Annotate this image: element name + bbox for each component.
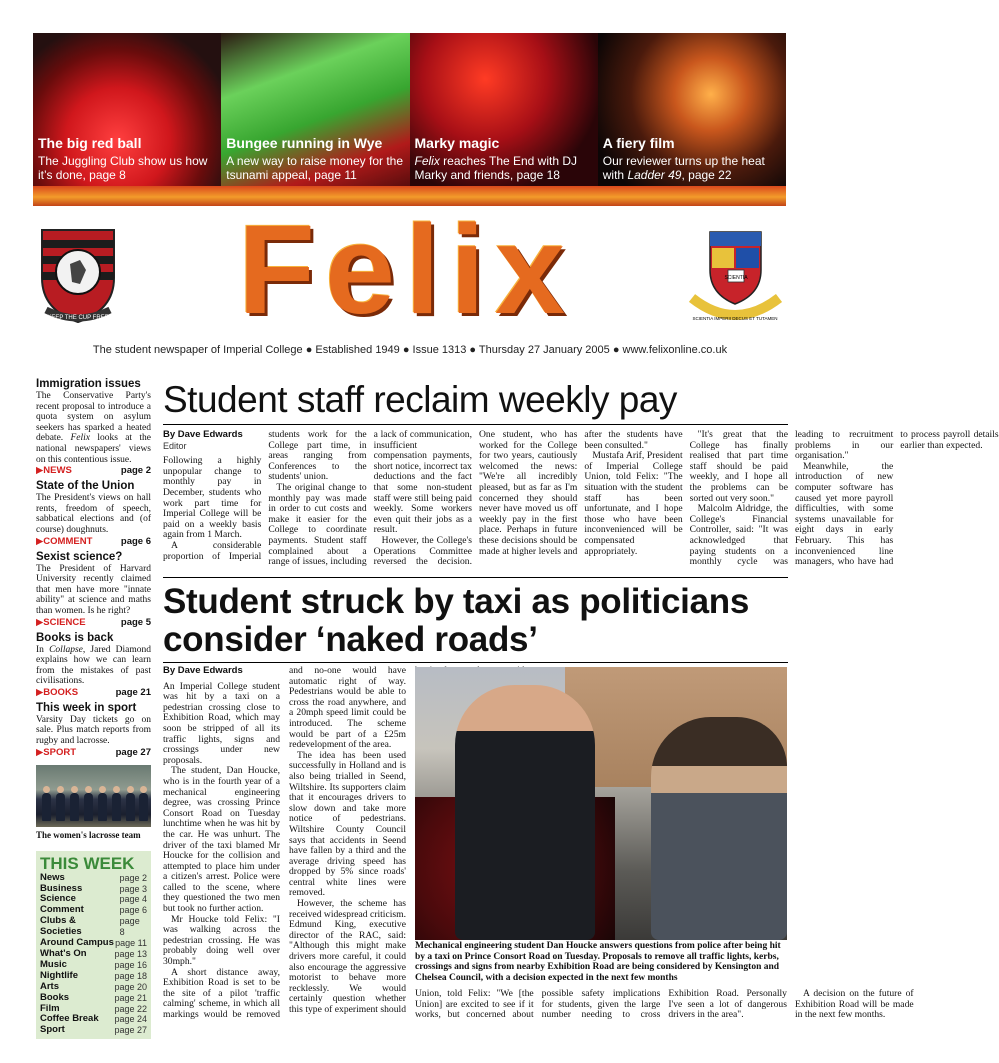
promo-text [603,135,782,182]
promo-subtitle-end: , page 22 [681,168,732,182]
this-week-page: page 4 [119,894,147,905]
this-week-row[interactable] [40,1025,147,1036]
player-figure [84,793,93,821]
this-week-section: Coffee Break [40,1013,99,1025]
photo-student [651,717,787,940]
sidebar-item-head: Books is back [36,631,114,644]
sidebar [36,378,151,1039]
sidebar-item-science[interactable] [36,551,151,629]
photo-caption: The women's lacrosse team [36,829,141,840]
this-week-row[interactable] [40,916,147,938]
sidebar-item-head: State of the Union [36,480,135,493]
sidebar-item-comment[interactable] [36,480,151,547]
divider [163,424,788,425]
promo-subtitle-start: Our reviewer turns up the heat with [602,154,765,182]
college-arms-icon [688,224,783,330]
sidebar-item-ref [36,465,151,477]
this-week-section: Business [40,882,83,894]
promo-title: A fiery film [602,135,675,151]
story-paragraph: A considerable proportion of Imperial students work for the College part time, in areas ranging from Conferences to the students' union. [163,429,367,562]
story-paragraph: Malcolm Aldridge, the College's Financial Controller, said: "It was acknowledged that paying students on a monthly cycle was leading to recruitment problems in our organisation." [689,429,894,568]
this-week-section: Comment [40,904,84,916]
promo-marky-magic[interactable] [410,33,598,186]
sidebar-page: page 2 [120,465,151,477]
story-paragraph: The original change to monthly pay was made in order to cut costs and make it easier for the College to coordinate payments. Student staff complained about a range of issues, including a lack of communication, insufficient compensation payments, short notice, incorrect tax deductions and the fact that some non-student staff were still being paid weekly. Some workers even quit their jobs as a result. [268,429,472,568]
player-figure [70,793,79,821]
lead-headline: Student staff reclaim weekly pay [163,379,677,420]
divider [163,577,788,578]
photo-caption: Mechanical engineering student Dan Houcke answers questions from police after being hit by a taxi on Prince Consort Road on Tuesday. Proposals to remove all traffic lights, kerbs, crossings and signs from nearby Exhibition Road are being considered by Kensington and Chelsea Council, with a decision expected in the next few months [415,941,781,984]
sidebar-item-news[interactable] [36,378,151,477]
promo-subtitle [603,154,782,182]
promo-text [38,135,217,182]
this-week-page: page 21 [114,992,147,1003]
this-week-page: page 20 [114,981,147,992]
this-week-section: Clubs & Societies [40,915,82,938]
this-week-section: Nightlife [40,969,78,981]
masthead [33,199,786,340]
this-week-section: Arts [40,980,60,992]
sidebar-item-head: This week in sport [36,701,137,714]
sidebar-item-head: Immigration issues [36,378,141,390]
sidebar-item-text-pre: The Conservative Party's recent proposal to introduce a quota system on asylum seekers has sparked a heated debate. [36,391,151,444]
story-paragraph: An Imperial College student was hit by a taxi on a pedestrian crossing close to Exhibition Road, which may soon be stripped of all its traffic lights, signs and crossings under new proposals. [163,680,280,766]
this-week-page: page 18 [114,970,147,981]
story-paragraph: However, the College's Operations Committee reversed the decision. One student, who has worked for the College for two years, cautiously welcomed the news: "We're all incredibly pleased, but as far as I'm concerned they should never have moved us off weekly pay in the first place. Perhaps in future these decisions should be made at higher levels and after the students have been consulted." [373,429,683,568]
sidebar-item-text: The President's views on hall rents, freedom of speech, sabbatical elections and (of course) doughnuts. [36,493,151,535]
promo-subtitle-em: Ladder 49 [627,168,682,182]
sidebar-item-text-pre: In [36,644,50,655]
story-paragraphs [163,430,999,572]
this-week-row[interactable] [40,982,147,993]
svg-text:SCIENTIA IMPERII DECUS ET TUTA: SCIENTIA IMPERII DECUS ET TUTAMEN [692,316,778,321]
sidebar-item-ref [36,617,151,629]
sidebar-item-text: Varsity Day tickets go on sale. Plus match reports from rugby and lacrosse. [36,714,151,747]
sidebar-section: ▶SPORT [36,746,77,758]
this-week-page: page 24 [114,1014,147,1025]
this-week-section: Science [40,893,76,905]
this-week-section: Sport [40,1024,65,1036]
this-week-page: page 13 [114,949,147,959]
this-week-row[interactable] [40,873,147,884]
story-paragraph: A decision on the future of Exhibition Road will be made in the next few months. [794,988,914,1021]
sidebar-section: ▶NEWS [36,465,72,477]
sidebar-item-text-em: Collapse [49,644,83,655]
sidebar-item-text [36,391,151,465]
promo-big-red-ball[interactable] [33,33,221,186]
this-week-box [36,851,151,1040]
lacrosse-team-photo [36,765,151,827]
story-paragraph: The student, Dan Houcke, who is in the fourth year of a mechanical engineering degree, was crossing Prince Consort Road on Tuesday lunchtime when he was hit by the car. He was unhurt. The driver of the taxi blamed Mr Houcke for the collision and attempted to place him under a citizen's arrest. Police were called to the scene, where they questioned the two men but took no further action. [163,765,280,915]
promo-subtitle-em: Felix [414,154,440,168]
player-figure [56,793,65,821]
this-week-page: page 2 [119,872,147,883]
story-paragraph: "It's great that the College has finally realised that part time staff should be paid weekly, and I hope all the problems can be sorted out very soon." [689,429,788,504]
sidebar-page: page 21 [115,686,151,698]
this-week-section: Music [40,958,67,970]
sidebar-item-text-post: , Jared Diamond explains how we can learn from the mistakes of past civilisations. [36,644,151,687]
this-week-page: page 27 [114,1025,147,1036]
second-story-body [163,666,406,1031]
sidebar-item-head: Sexist science? [36,550,123,563]
byline: By Dave Edwards [163,429,243,440]
promo-text [226,135,405,182]
player-figure [139,793,148,821]
promo-bungee-running[interactable] [221,33,409,186]
second-headline: Student struck by taxi as politicians consider ‘naked roads’ [163,582,750,659]
sidebar-section: ▶BOOKS [36,686,79,698]
this-week-page: page 6 [119,905,147,916]
promo-strip [33,33,786,186]
promo-title: Bungee running in Wye [226,135,383,151]
player-figure [42,793,51,821]
this-week-page: page 8 [119,916,140,938]
this-week-list [40,873,147,1037]
masthead-title: Felix [238,199,576,340]
story-paragraph: Mustafa Arif, President of Imperial College Union, told Felix: "The situation with the student staff has been unfortunate, and I hope those who have been inconvenienced will be compensated appropriately. [584,450,683,557]
promo-fiery-film[interactable] [598,33,786,186]
this-week-section: Around Campus [40,937,114,949]
sidebar-item-text-post: looks at the national newspapers' views on this contentious issue. [36,433,151,465]
sidebar-page: page 27 [115,746,151,758]
story-paragraph: However, the scheme has received widespread criticism. Edmund King, executive director of the RAC, said: "Although this might make drivers more careful, it could also encourage the aggressive motorist to behave more recklessly. We would certainly question whether this type of experiment should [289,898,406,1015]
player-figure [112,793,121,821]
masthead-tagline: The student newspaper of Imperial College ● Established 1949 ● Issue 1313 ● Thursday 27 January 2005 ● www.felixonline.co.uk [92,344,728,356]
promo-subtitle [415,154,594,182]
sidebar-item-ref [36,747,151,759]
this-week-section: Film [40,1002,60,1014]
promo-title: Marky magic [414,135,500,151]
sidebar-item-ref [36,687,151,699]
taxi-incident-photo [415,667,787,940]
divider [163,662,788,663]
story-paragraph: Mr Houcke told Felix: "I was walking across the pedestrian crossing. He was probably doing well over 30mph." [163,913,280,968]
promo-title: The big red ball [38,135,142,151]
svg-text:SCIENTIA: SCIENTIA [724,275,748,281]
this-week-page: page 22 [114,1003,147,1014]
this-week-section: What's On [40,948,87,959]
svg-text:KEEP THE CUP FREE: KEEP THE CUP FREE [47,315,109,321]
sidebar-item-text: The President of Harvard University recently claimed that men have more "innate ability" at science and maths than women. Is he right? [36,563,151,616]
sidebar-page: page 5 [120,616,151,628]
story-paragraph: Following a highly unpopular change to monthly pay in December, students who work part time for Imperial College will be paid on a weekly basis again from 1 March. [163,455,262,541]
story-paragraph: Meanwhile, the introduction of new computer software has caused yet more payroll difficulties, with some systems unavailable for eight days in early February. This has inconvenienced line managers, who have had to process payroll details earlier than expected. [794,429,999,568]
story-paragraph: A short distance away, Exhibition Road is set to be the site of a pilot 'traffic calming' scheme, in which all markings would be removed and no-one would have automatic right of way. Pedestrians would be able to cross the road anywhere, and a 20mph speed limit could be introduced. The scheme would be part of a £25m redevelopment of the area. [163,665,406,1020]
lead-story-body [163,429,999,572]
byline-role: Editor [163,440,187,451]
sidebar-page: page 6 [120,535,151,547]
sidebar-item-books[interactable] [36,632,151,699]
photo-police-officer [455,685,595,940]
promo-subtitle-rest: reaches The End with DJ Marky and friends, page 18 [414,154,578,182]
promo-subtitle: The Juggling Club show us how it’s done, page 8 [38,154,208,182]
promo-text [415,135,594,182]
sidebar-item-text-em: Felix [70,433,90,444]
sidebar-section: ▶SCIENCE [36,616,86,628]
byline: By Dave Edwards [163,665,243,676]
this-week-page: page 3 [119,883,147,894]
this-week-row[interactable] [40,993,147,1004]
promo-subtitle: A new way to raise money for the tsunami appeal, page 11 [226,154,404,182]
this-week-section: Books [40,991,70,1003]
story-paragraph: The idea has been used successfully in Holland and is also being trialled in Seend, Wiltshire. Its supporters claim that it encourages drivers to slow down and take more notice of pedestrians. Wiltshire County Council says that accidents in Seend have fallen by a third and the average driving speed has dropped by 5% since roads' central white lines were removed. [289,749,406,899]
this-week-title: THIS WEEK [40,853,135,873]
this-week-section: News [40,871,65,883]
this-week-page: page 11 [115,938,147,949]
this-week-page: page 16 [114,959,147,970]
union-crest-icon [36,226,120,326]
player-figure [126,793,135,821]
story-paragraph: Union, told Felix: "We [the Union] are excited to see if it works, but concerned about possible safety implications for students, given the large number needing to cross Exhibition Road. Personally I've seen a lot of dangerous drivers in the area". [415,988,787,1021]
sidebar-item-text [36,645,151,687]
sidebar-section: ▶COMMENT [36,535,93,547]
second-story-continuation [415,988,914,1031]
sidebar-item-ref [36,536,151,548]
player-figure [98,793,107,821]
sidebar-item-sport[interactable] [36,702,151,759]
